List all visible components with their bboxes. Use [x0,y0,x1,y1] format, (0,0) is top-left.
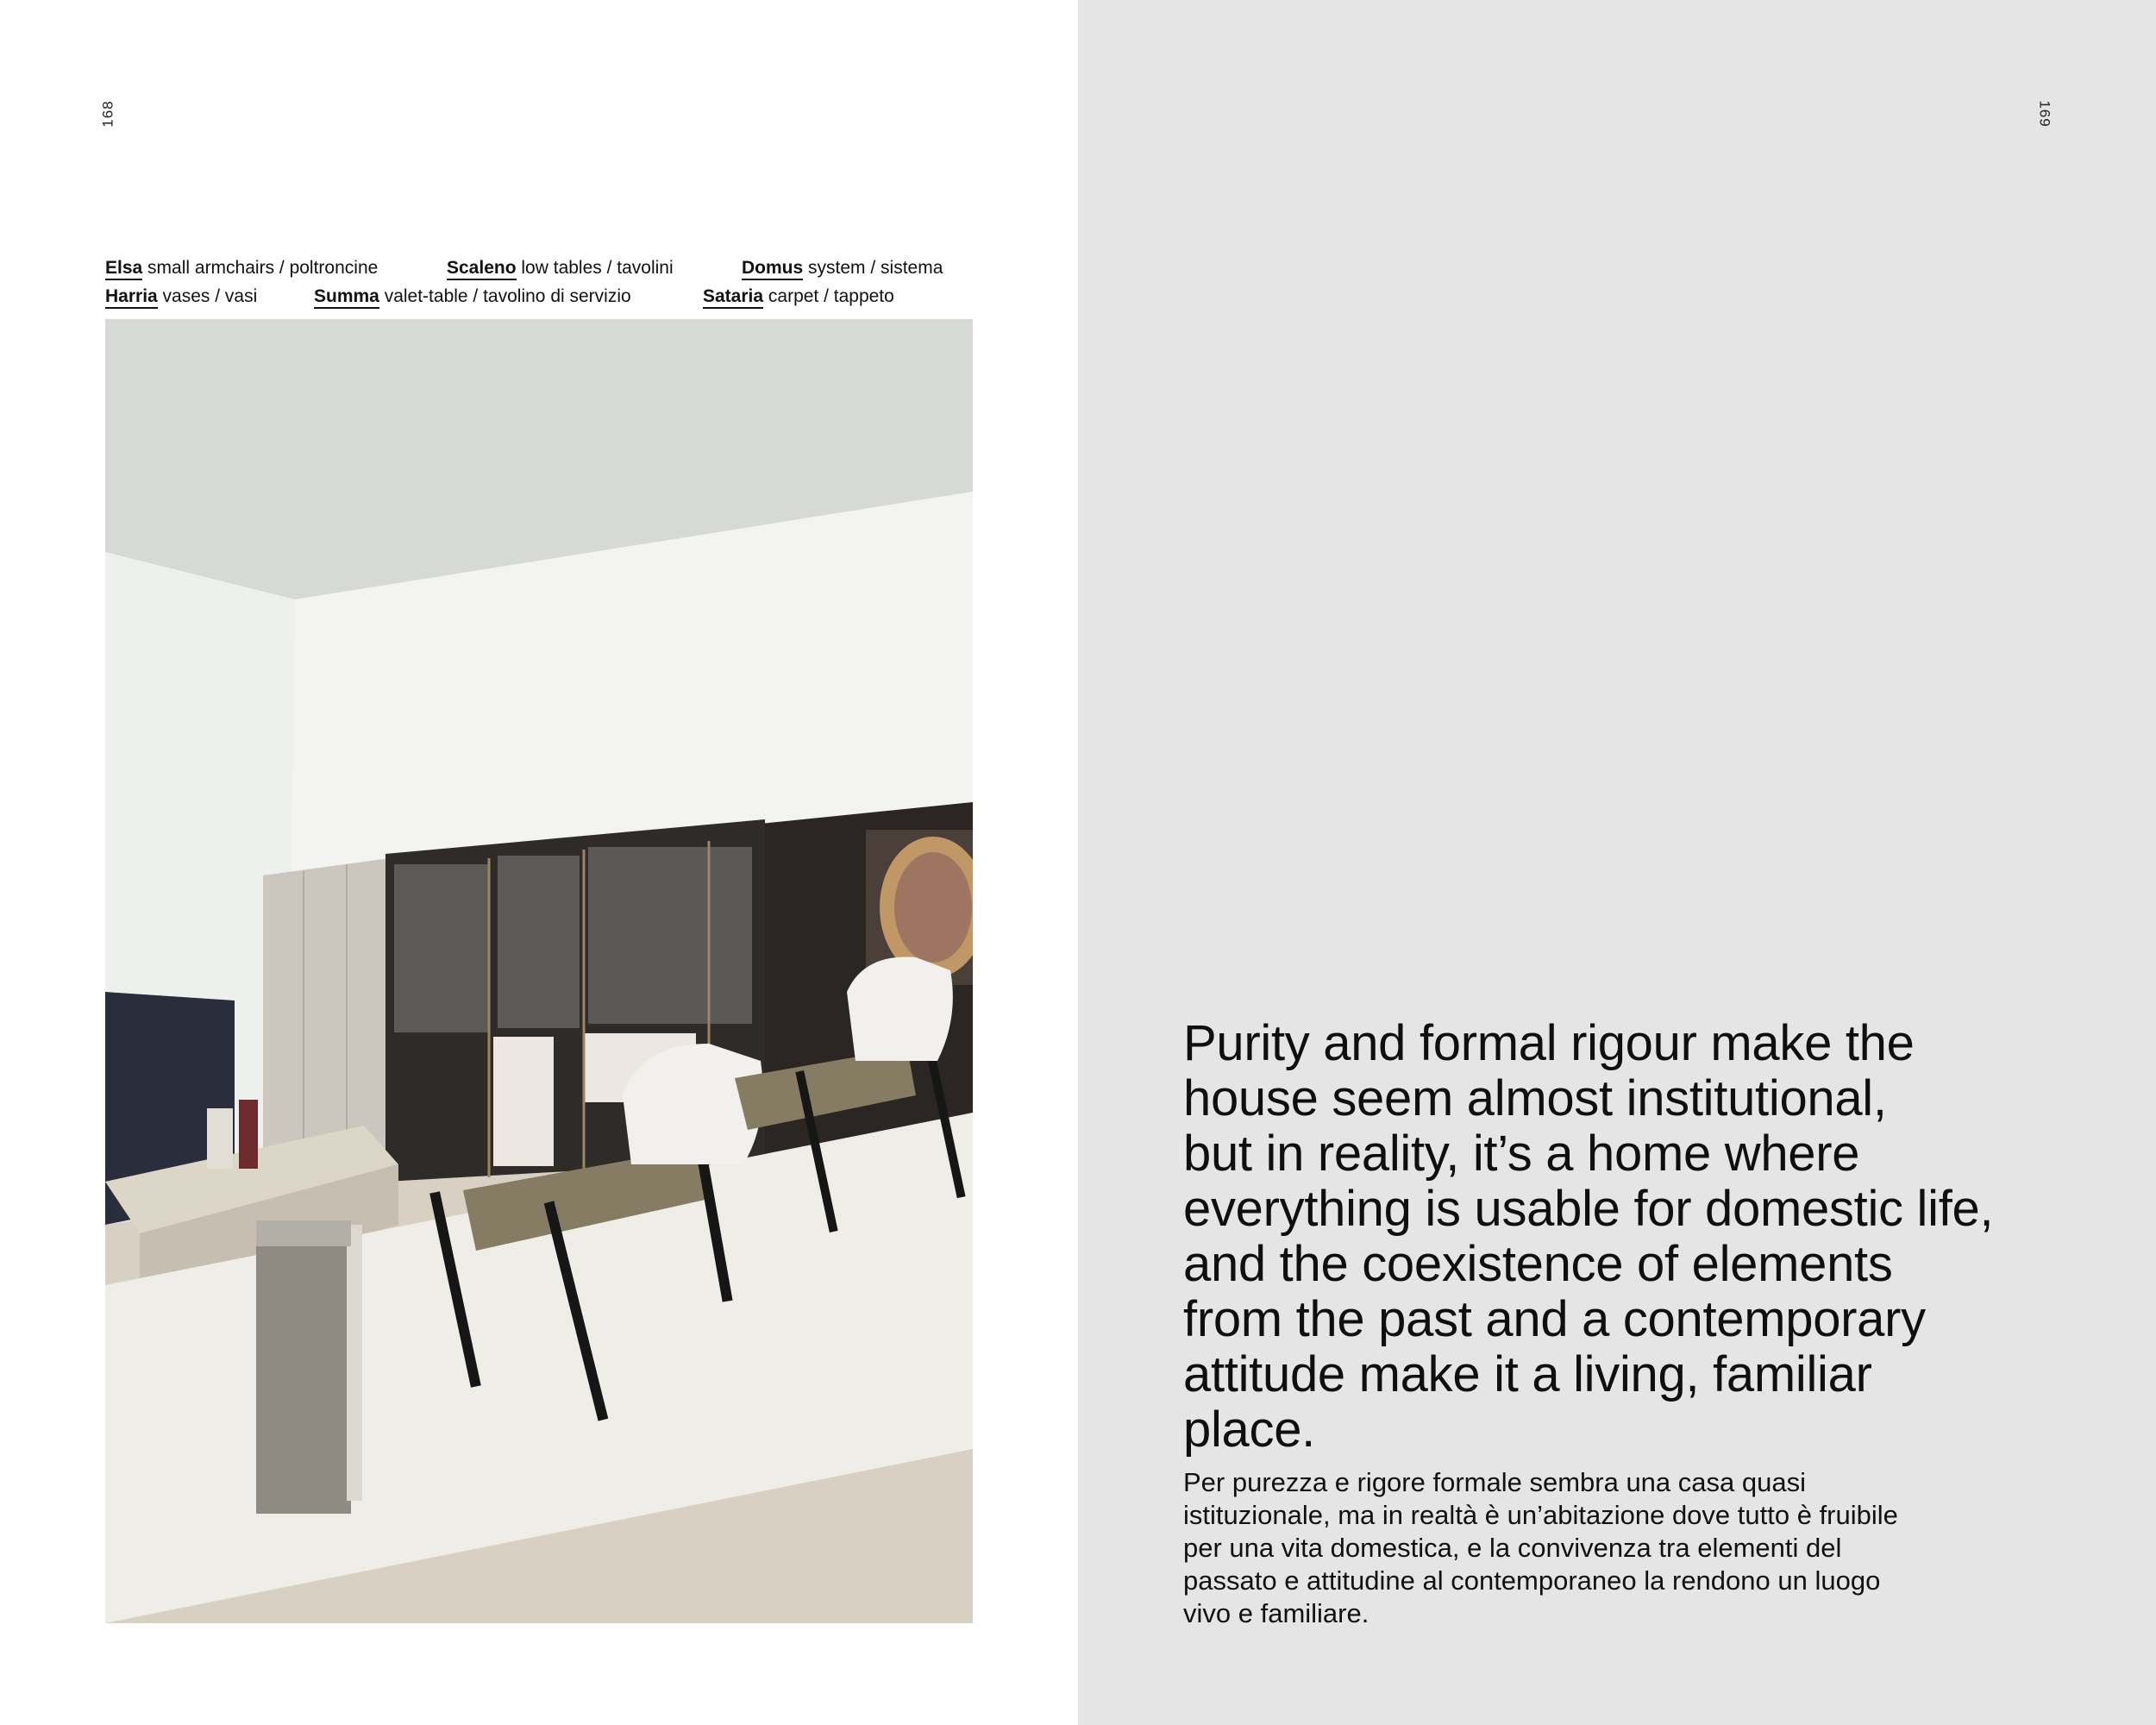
product-credits [105,254,976,310]
credit-desc: valet-table / tavolino di servizio [384,286,631,306]
english-quote [1183,1016,2063,1458]
credit-harria [105,282,257,310]
quote-line: and the coexistence of elements [1183,1236,1893,1292]
quote-line: everything is usable for domestic life, [1183,1181,1994,1237]
credit-elsa [105,254,378,282]
italian-body-text [1183,1466,2028,1630]
credit-name: Summa [314,286,379,309]
credit-name: Scaleno [447,258,517,280]
page-number-right: 169 [2036,100,2053,128]
quote-line: from the past and a contemporary [1183,1291,1926,1347]
credit-desc: small armchairs / poltroncine [147,258,379,278]
body-line: passato e attitudine al contemporaneo la rendono un luogo [1183,1565,1881,1596]
quote-line: but in reality, it’s a home where [1183,1126,1860,1182]
quote-line: Purity and formal rigour make the [1183,1015,1915,1071]
credit-summa [314,282,631,310]
credit-domus [742,254,943,282]
credit-name: Elsa [105,258,142,280]
credits-row-2 [105,282,976,310]
credit-desc: vases / vasi [162,286,258,306]
quote-line: attitude make it a living, familiar [1183,1346,1872,1402]
quote-line: house seem almost institutional, [1183,1070,1887,1126]
interior-photo-illustration [105,319,973,1623]
page-number-left: 168 [99,100,116,128]
quote-line: place. [1183,1402,1315,1458]
credit-desc: carpet / tappeto [768,286,894,306]
credits-row-1 [105,254,976,282]
credit-desc: low tables / tavolini [521,258,674,278]
credit-name: Harria [105,286,158,309]
credit-desc: system / sistema [808,258,943,278]
body-line: Per purezza e rigore formale sembra una casa quasi [1183,1467,1806,1497]
body-line: per una vita domestica, e la convivenza tra elementi del [1183,1533,1842,1563]
interior-photo [105,319,973,1623]
credit-scaleno [447,254,674,282]
body-line: istituzionale, ma in realtà è un’abitazione dove tutto è fruibile [1183,1500,1898,1530]
credit-sataria [703,282,894,310]
body-line: vivo e familiare. [1183,1598,1369,1628]
credit-name: Domus [742,258,803,280]
credit-name: Sataria [703,286,763,309]
